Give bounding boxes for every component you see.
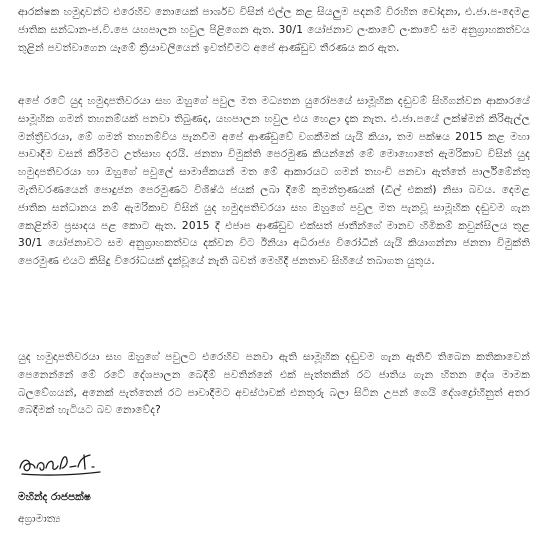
signer-name: මහින්ද රාජපක්ෂ [18,491,91,503]
paragraph-2: අපේ රටේ යුද හමුදාපතිවරයා සහ ඔහුගේ පවුල මත මධ්‍යතන යුරෝපයේ සාමූහික දඬුවම් සිහිගන්වන ආකාරයේ සාමූහික ගමන් තහනම්යක් පනවා තිබුණද, යහපාලන හවුල එය හෙළා දැක නැත. එ.ජා.පයේ ලක්ෂ්මන් කිරිඇල්ල මන්ත්‍රීවරයා, මේ ගමන් තහනම්විය පැනවීම අපේ ආණ්ඩුවේ වගකීමක් යැයි කියා, තම පක්ෂය 2015 කළ මහා පාවාදීම වසන් කිරීමට උත්සාහ දරයි. ජනතා විමුක්ති පෙරමුණ කියන්නේ මේ මොහොතේ ඇමරිකාව විසින් යුද හමුදාපතිවරයා හා ඔහුගේ පවුලේ සාමාජිකයන් මත මේ ආකාරයට ගමන් තහංචි පනවා ඇත්තේ පාර්ලිමේන්තු මැතිවරණයෙන් පොදුජන පෙරමුණට විශිෂ්ඨ ජයක් ලබා දීමේ කුමන්ත්‍රණයක් (ඩීල් එකක්) නිසා බවය. දෙමළ ජාතික සන්ධානය නම් ඇමරිකාව විසින් යුද හමුදාපතිවරයා සහ ඔහුගේ පවුල මත පැනවූ සාමූහික දඬුවම ගැන කෙළින්ම ප්‍රසාදය පළ කොට ඇත. 2015 දී එජාප ආණ්ඩුව එක්සත් ජාතීන්ගේ මානව හිමිකම් කවුන්සිලය තුළ 30/1 යෝජනාවට සම අනුග්‍රාහකත්වය දක්වන විට ඊනියා අධිරාජ්‍ය විරෝධීන් යැයි කියාගන්නා ජනතා විමුක්ති පෙරමුණ එයට කිසිදු විරෝධයක් දැක්වූයේ නැති බවත් මෙහිදී ජනතාව සිහියේ තබාගත යුතුය. [18,95,530,268]
handwritten-signature [16,446,106,480]
paragraph-3: යුද හමුදාපතිවරයා සහ ඔහුගේ පවුලට එරෙහිව පනවා ඇති සාමූහික දඬුවම ගැන ඇතිවී තිබෙන කතිකාවෙන් පෙනෙන්නේ මේ රටේ දේශපාලන බෙදීම් පවතින්නේ එක් පැත්තකින් රට ජාතිය ගැන හිතන දේශ මාමක බලවේගයන්, අනෙක් පැත්තෙන් රට පාවාදීමට අවස්ථාවක් එනතුරු බලා සිටින උපන් ගෙයි දේශද්‍රෝහීනුත් අතර බෙදීමක් හැටියට බව නොවේද? [18,351,530,417]
paragraph-1: ආරක්ෂක හමුදාවන්ට එරෙහිව නොයෙක් පාර්ශව විසින් එල්ල කළ සියලුම පදනම් විරහිත චෝදනා, එ.ජා.ප-දෙමළ ජාතික සන්ධාන-ජ.වි.පෙ යහපාලන හවුල පිළිගෙන ඇත. 30/1 යෝජනාව ලංකාවේ ලංකාවේ සම අනුග්‍රාහකත්වය තුළින් පවත්වාගෙන යෑමේ ක්‍රියාවලියෙන් ඉවත්වීමට අපේ ආණ්ඩුව තීරණය කර ඇත. [18,6,530,54]
signer-title: අග්‍රාමාත්‍ය [18,513,61,525]
